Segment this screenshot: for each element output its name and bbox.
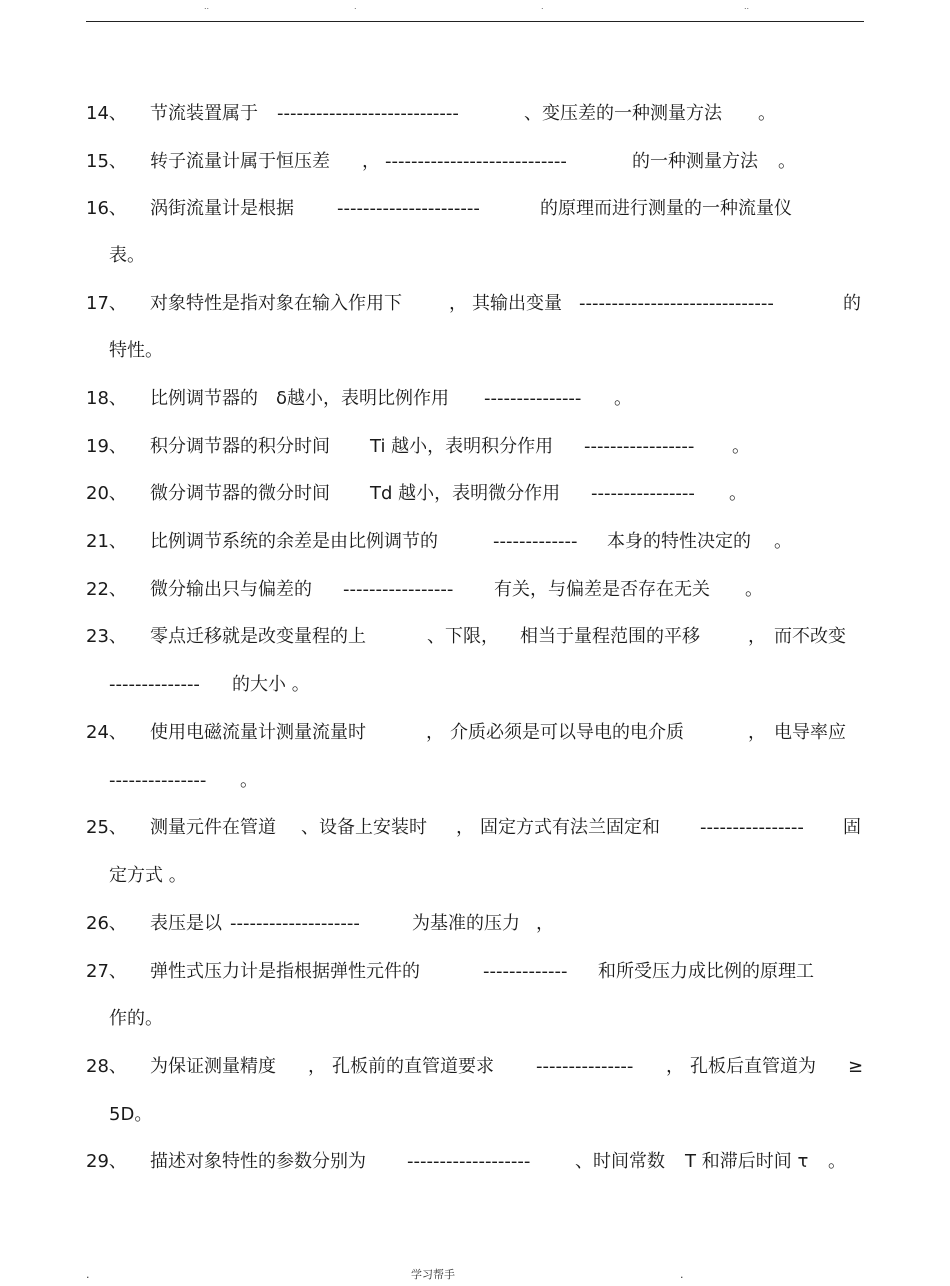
question-text: 表压是以 bbox=[150, 913, 222, 934]
question-text: ， bbox=[536, 913, 554, 934]
question-text: 为保证测量精度 bbox=[150, 1056, 276, 1077]
question-text: T 和滞后时间 τ bbox=[685, 1151, 809, 1172]
question-number: 27、 bbox=[86, 961, 127, 982]
question-text: 微分输出只与偏差的 bbox=[150, 579, 312, 600]
question-text: 。 bbox=[758, 103, 776, 124]
question-28-continuation bbox=[0, 1100, 950, 1130]
question-23-continuation bbox=[0, 670, 950, 700]
question-text: 涡街流量计是根据 bbox=[150, 198, 294, 219]
question-text: 。 bbox=[828, 1151, 846, 1172]
question-28 bbox=[0, 1052, 950, 1082]
question-text: 。 bbox=[778, 151, 796, 172]
question-text: 电导率应 bbox=[774, 722, 846, 743]
question-16-continuation bbox=[0, 241, 950, 271]
question-text: 比例调节系统的余差是由比例调节的 bbox=[150, 531, 438, 552]
question-18 bbox=[0, 384, 950, 414]
question-17-continuation bbox=[0, 336, 950, 366]
question-29 bbox=[0, 1147, 950, 1177]
answer-blank: ------------- bbox=[483, 961, 568, 982]
question-text: 、下限， bbox=[427, 626, 499, 647]
question-number: 25、 bbox=[86, 817, 127, 838]
answer-blank: -------------- bbox=[109, 674, 200, 695]
answer-blank: ---------------------- bbox=[337, 198, 480, 219]
question-number: 19、 bbox=[86, 436, 127, 457]
question-text: 的 bbox=[843, 293, 861, 314]
answer-blank: -------------------- bbox=[230, 913, 360, 934]
footer-mark-right: . bbox=[680, 1268, 684, 1281]
question-text: 的原理而进行测量的一种流量仪 bbox=[540, 198, 792, 219]
question-text: 本身的特性决定的 bbox=[607, 531, 751, 552]
question-text: 作的。 bbox=[109, 1008, 163, 1029]
answer-blank: --------------- bbox=[536, 1056, 634, 1077]
question-text: 、时间常数 bbox=[575, 1151, 665, 1172]
answer-blank: ------------------------------ bbox=[579, 293, 774, 314]
question-text: 、设备上安装时 bbox=[301, 817, 427, 838]
header-mark: .. bbox=[744, 2, 750, 11]
question-text: 特性。 bbox=[109, 340, 163, 361]
question-text: 和所受压力成比例的原理工 bbox=[598, 961, 814, 982]
question-number: 21、 bbox=[86, 531, 127, 552]
question-23 bbox=[0, 622, 950, 652]
question-text: 转子流量计属于恒压差 bbox=[150, 151, 330, 172]
question-number: 15、 bbox=[86, 151, 127, 172]
question-text: 。 bbox=[614, 388, 632, 409]
header-mark: . bbox=[354, 2, 357, 11]
question-24-continuation bbox=[0, 766, 950, 796]
question-text: ， bbox=[666, 1056, 684, 1077]
question-text: 固定方式有法兰固定和 bbox=[480, 817, 660, 838]
question-14 bbox=[0, 99, 950, 129]
answer-blank: --------------- bbox=[109, 770, 207, 791]
question-text: 测量元件在管道 bbox=[150, 817, 276, 838]
question-27-continuation bbox=[0, 1004, 950, 1034]
question-25 bbox=[0, 813, 950, 843]
question-number: 18、 bbox=[86, 388, 127, 409]
question-16 bbox=[0, 194, 950, 224]
question-text: 比例调节器的 bbox=[150, 388, 258, 409]
question-text: 描述对象特性的参数分别为 bbox=[150, 1151, 366, 1172]
answer-blank: ----------------- bbox=[343, 579, 454, 600]
question-text: 固 bbox=[843, 817, 861, 838]
question-text: 、变压差的一种测量方法 bbox=[524, 103, 722, 124]
question-20 bbox=[0, 479, 950, 509]
answer-blank: ------------------- bbox=[407, 1151, 531, 1172]
question-text: 为基准的压力 bbox=[412, 913, 520, 934]
question-text: ， bbox=[449, 293, 467, 314]
question-text: ， bbox=[748, 626, 766, 647]
question-text: 定方式 。 bbox=[109, 865, 187, 886]
question-text: ， bbox=[362, 151, 380, 172]
question-27 bbox=[0, 957, 950, 987]
question-number: 14、 bbox=[86, 103, 127, 124]
question-text: 孔板前的直管道要求 bbox=[332, 1056, 494, 1077]
question-24 bbox=[0, 718, 950, 748]
question-text: 相当于量程范围的平移 bbox=[520, 626, 700, 647]
question-text: 有关，与偏差是否存在无关 bbox=[494, 579, 710, 600]
question-19 bbox=[0, 432, 950, 462]
answer-blank: ---------------------------- bbox=[277, 103, 459, 124]
question-text: 其输出变量 bbox=[472, 293, 562, 314]
answer-blank: ---------------- bbox=[700, 817, 804, 838]
question-text: 5D。 bbox=[109, 1104, 153, 1125]
header-mark: . bbox=[541, 2, 544, 11]
question-number: 20、 bbox=[86, 483, 127, 504]
question-number: 29、 bbox=[86, 1151, 127, 1172]
question-text: 介质必须是可以导电的电介质 bbox=[450, 722, 684, 743]
question-text: 的一种测量方法 bbox=[632, 151, 758, 172]
question-number: 16、 bbox=[86, 198, 127, 219]
question-text: Td 越小，表明微分作用 bbox=[370, 483, 561, 504]
footer-label: 学习帮手 bbox=[411, 1268, 455, 1281]
question-text: 微分调节器的微分时间 bbox=[150, 483, 330, 504]
question-15 bbox=[0, 147, 950, 177]
question-number: 23、 bbox=[86, 626, 127, 647]
question-text: ， bbox=[748, 722, 766, 743]
question-number: 26、 bbox=[86, 913, 127, 934]
question-17 bbox=[0, 289, 950, 319]
question-text: 。 bbox=[729, 483, 747, 504]
question-text: Ti 越小，表明积分作用 bbox=[370, 436, 554, 457]
question-text: 的大小 。 bbox=[232, 674, 310, 695]
question-number: 24、 bbox=[86, 722, 127, 743]
question-text: 。 bbox=[745, 579, 763, 600]
question-text: 弹性式压力计是指根据弹性元件的 bbox=[150, 961, 420, 982]
question-21 bbox=[0, 527, 950, 557]
question-text: ≥ bbox=[848, 1056, 864, 1077]
question-text: ， bbox=[308, 1056, 326, 1077]
question-text: 零点迁移就是改变量程的上 bbox=[150, 626, 366, 647]
question-number: 22、 bbox=[86, 579, 127, 600]
question-text: 积分调节器的积分时间 bbox=[150, 436, 330, 457]
question-text: 对象特性是指对象在输入作用下 bbox=[150, 293, 402, 314]
question-text: 孔板后直管道为 bbox=[690, 1056, 816, 1077]
answer-blank: ---------------------------- bbox=[385, 151, 567, 172]
question-text: 表。 bbox=[109, 245, 145, 266]
question-text: 。 bbox=[774, 531, 792, 552]
answer-blank: --------------- bbox=[484, 388, 582, 409]
answer-blank: ---------------- bbox=[591, 483, 695, 504]
question-text: 而不改变 bbox=[774, 626, 846, 647]
question-text: 节流装置属于 bbox=[150, 103, 258, 124]
question-text: ， bbox=[426, 722, 444, 743]
question-26 bbox=[0, 909, 950, 939]
question-text: 。 bbox=[240, 770, 258, 791]
question-22 bbox=[0, 575, 950, 605]
question-number: 28、 bbox=[86, 1056, 127, 1077]
question-text: 。 bbox=[732, 436, 750, 457]
footer-mark-left: . bbox=[86, 1268, 90, 1281]
header-mark: .. bbox=[204, 2, 210, 11]
question-number: 17、 bbox=[86, 293, 127, 314]
question-25-continuation bbox=[0, 861, 950, 891]
question-text: δ越小，表明比例作用 bbox=[276, 388, 450, 409]
answer-blank: ----------------- bbox=[584, 436, 695, 457]
answer-blank: ------------- bbox=[493, 531, 578, 552]
page-header-rule bbox=[86, 0, 864, 22]
question-text: ， bbox=[456, 817, 474, 838]
question-text: 使用电磁流量计测量流量时 bbox=[150, 722, 366, 743]
